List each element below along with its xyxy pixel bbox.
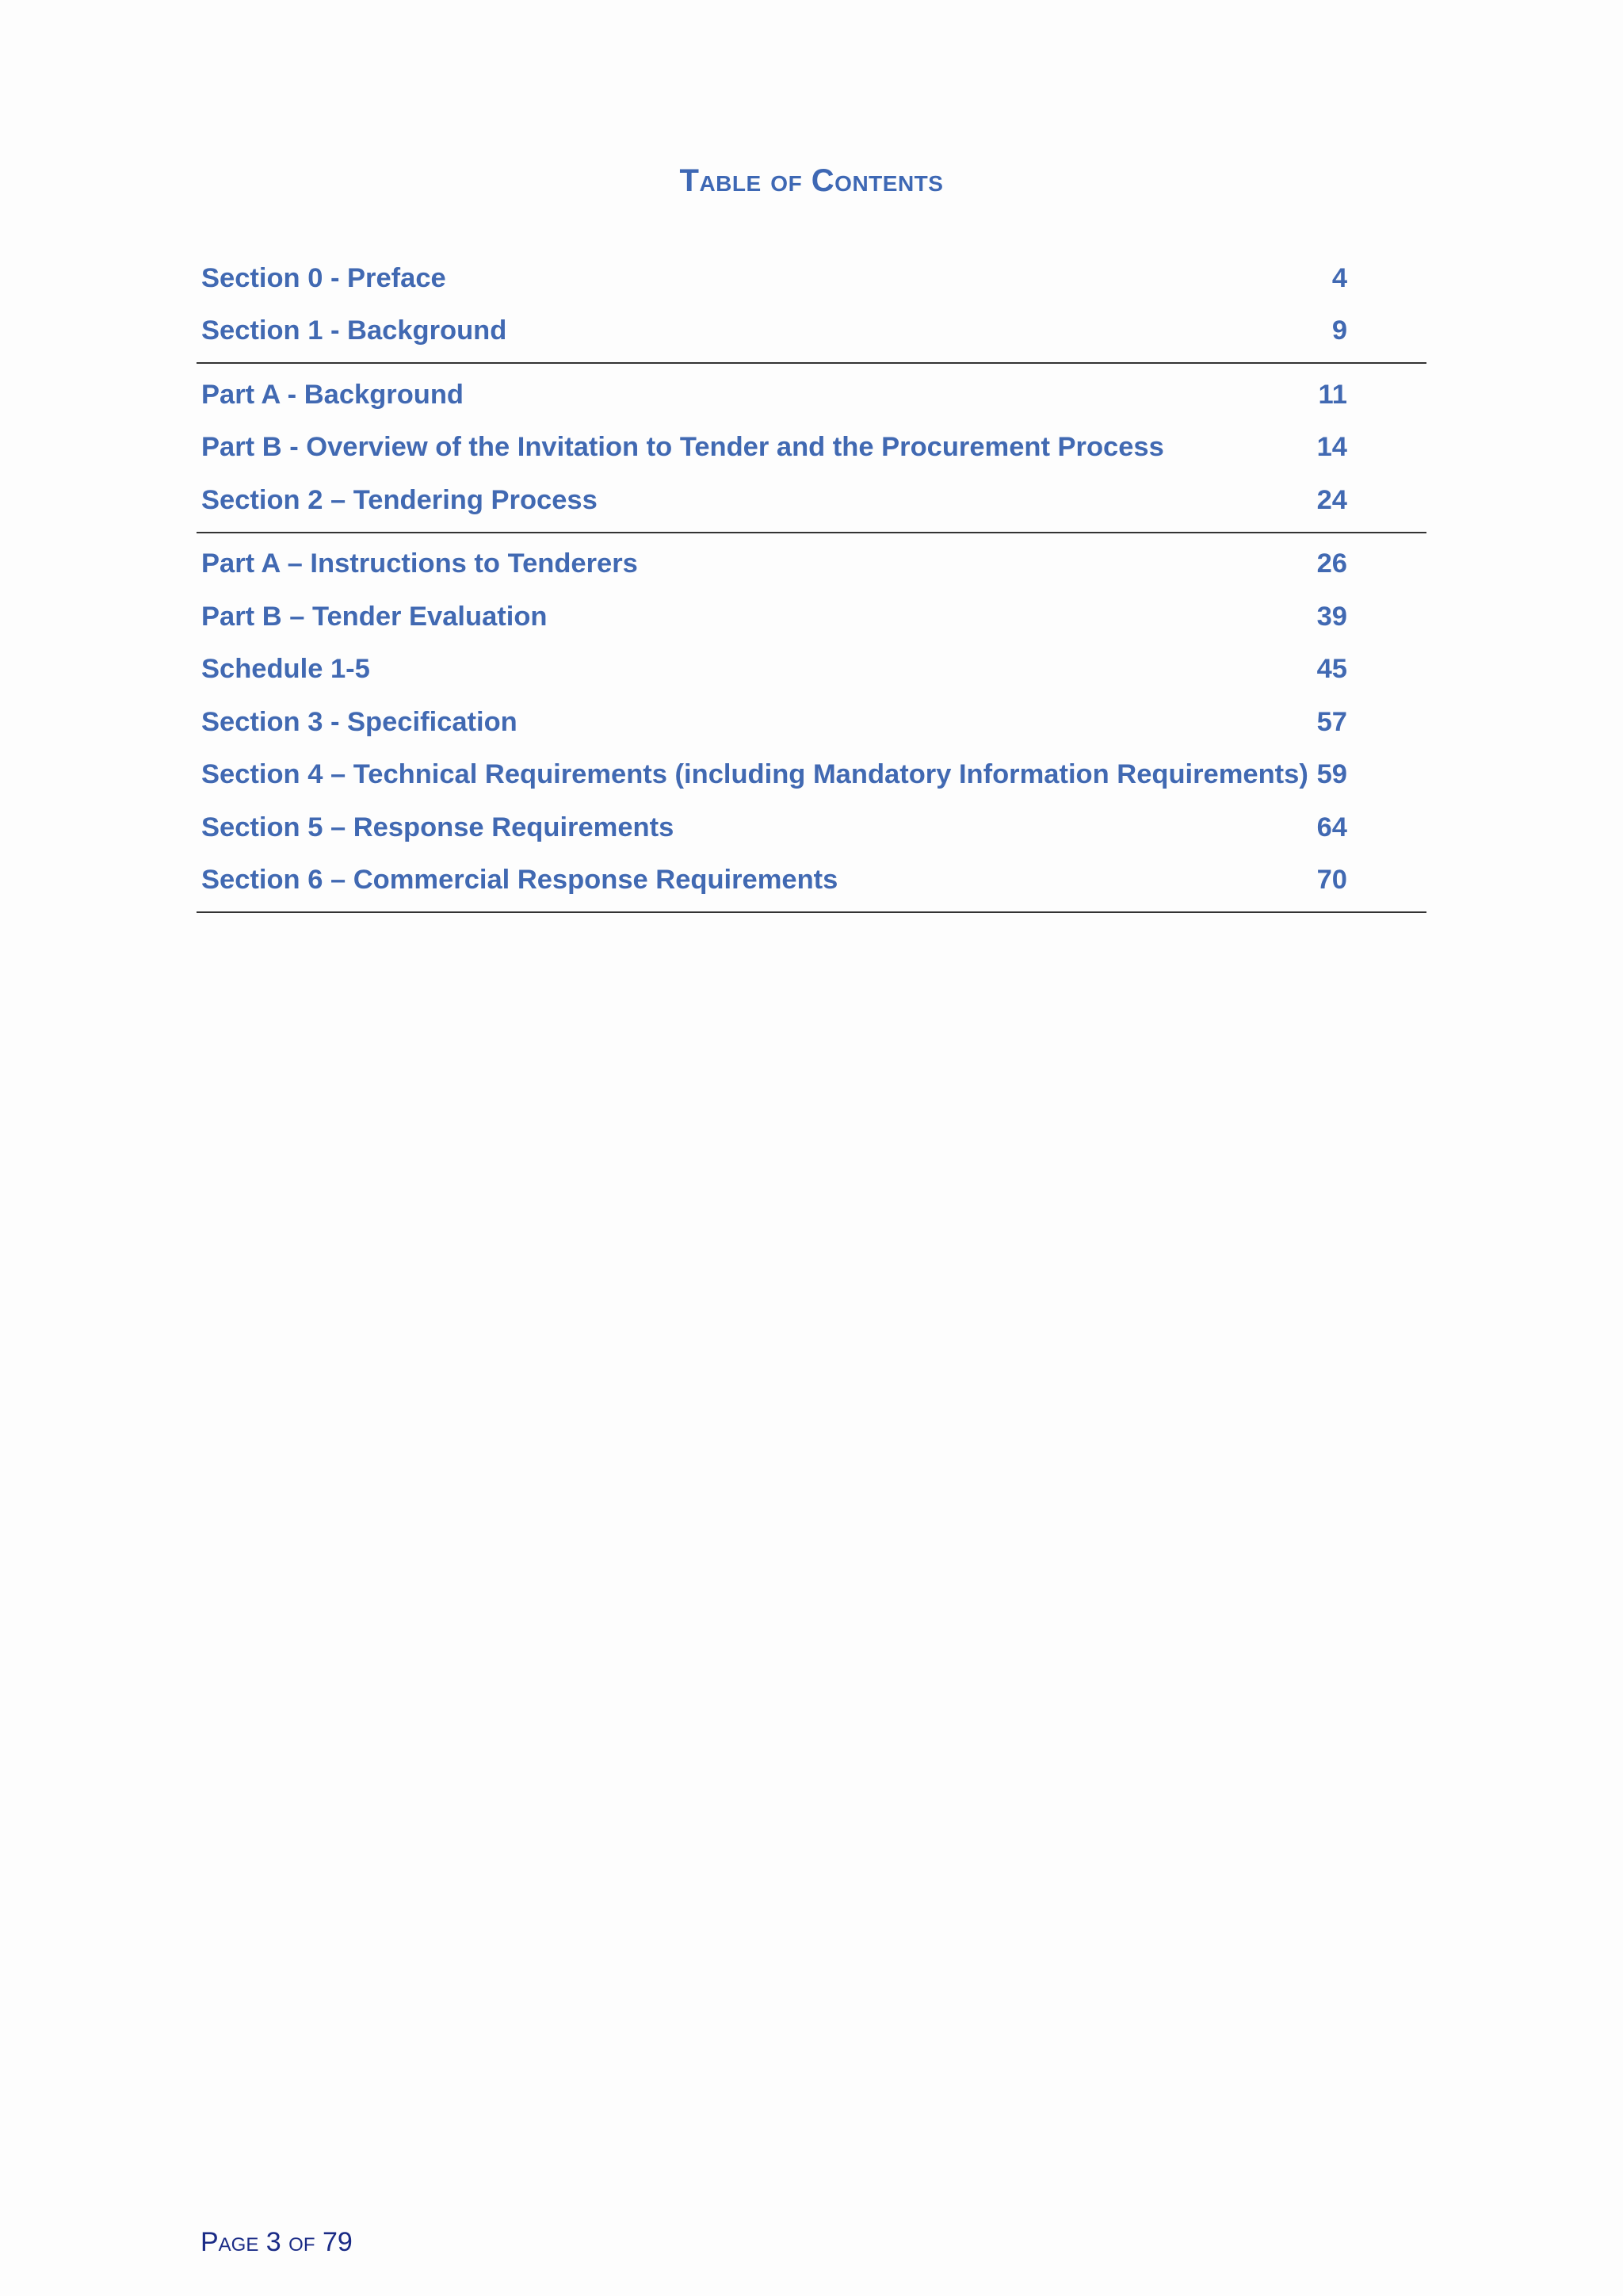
toc-entry-title: Section 3 - Specification xyxy=(201,706,517,737)
toc-entry-section-4[interactable] xyxy=(197,749,1426,802)
toc-entry-page-number: 9 xyxy=(1331,315,1347,346)
toc-entry-title: Schedule 1-5 xyxy=(201,654,370,685)
toc-entry-title: Section 2 – Tendering Process xyxy=(201,484,598,515)
table-of-contents xyxy=(197,252,1426,918)
toc-entry-section-2[interactable] xyxy=(197,474,1426,527)
toc-entry-section-2-part-b[interactable] xyxy=(197,590,1426,644)
toc-entry-title: Part A - Background xyxy=(201,379,464,410)
toc-entry-title: Part B - Overview of the Invitation to Tender and the Procurement Process xyxy=(201,432,1164,463)
toc-entry-schedule-1-5[interactable] xyxy=(197,644,1426,697)
page-number-footer: Page 3 of 79 xyxy=(200,2227,353,2257)
toc-entry-page-number: 64 xyxy=(1316,812,1347,842)
toc-entry-title: Section 4 – Technical Requirements (including Mandatory Information Requirements) xyxy=(201,759,1308,790)
toc-entry-page-number: 26 xyxy=(1316,548,1347,579)
toc-entry-page-number: 39 xyxy=(1316,601,1347,632)
toc-entry-page-number: 59 xyxy=(1316,759,1347,790)
toc-entry-section-3[interactable] xyxy=(197,696,1426,749)
toc-entry-page-number: 4 xyxy=(1331,262,1347,293)
toc-group xyxy=(197,252,1426,364)
toc-entry-page-number: 57 xyxy=(1316,706,1347,737)
toc-entry-title: Part B – Tender Evaluation xyxy=(201,601,548,632)
toc-entry-page-number: 11 xyxy=(1318,379,1347,410)
toc-entry-section-6[interactable] xyxy=(197,854,1426,907)
toc-entry-section-1-part-a[interactable] xyxy=(197,369,1426,422)
page-title: Table of Contents xyxy=(679,163,944,198)
toc-group xyxy=(197,538,1426,914)
toc-entry-title: Section 1 - Background xyxy=(201,315,507,346)
toc-entry-page-number: 24 xyxy=(1316,484,1347,515)
toc-entry-page-number: 70 xyxy=(1316,865,1347,896)
toc-group xyxy=(197,369,1426,533)
toc-entry-section-5[interactable] xyxy=(197,801,1426,854)
toc-entry-title: Part A – Instructions to Tenderers xyxy=(201,548,638,579)
toc-entry-section-1-part-b[interactable] xyxy=(197,422,1426,475)
toc-entry-title: Section 5 – Response Requirements xyxy=(201,812,674,842)
toc-entry-title: Section 0 - Preface xyxy=(201,262,446,293)
toc-entry-page-number: 45 xyxy=(1316,654,1347,685)
toc-entry-section-0[interactable] xyxy=(197,252,1426,305)
toc-entry-section-2-part-a[interactable] xyxy=(197,538,1426,591)
toc-entry-page-number: 14 xyxy=(1316,432,1347,463)
toc-entry-section-1[interactable] xyxy=(197,305,1426,358)
toc-entry-title: Section 6 – Commercial Response Requirements xyxy=(201,865,838,896)
